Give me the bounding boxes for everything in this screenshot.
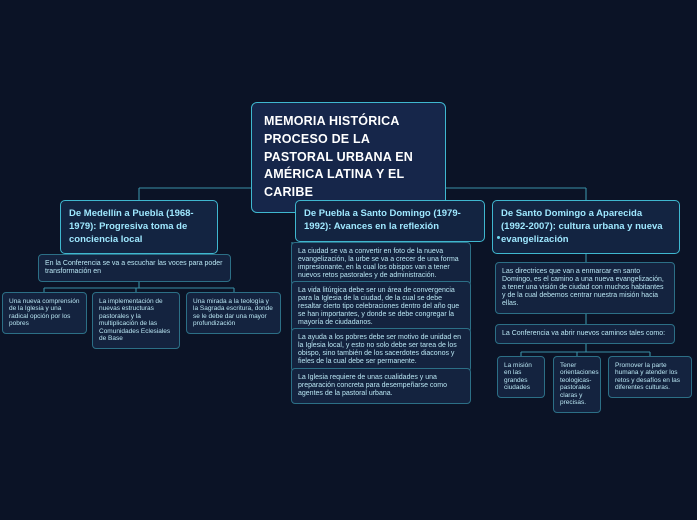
node-mision-ciudades[interactable]: La misión en las grandes ciudades — [497, 356, 545, 398]
node-promover-parte-humana[interactable]: Promover la parte humana y atender los retos y desafíos en las diferentes culturas. — [608, 356, 692, 398]
node-mirada-teologia[interactable]: Una mirada a la teología y la Sagrada escritura, donde se le debe dar una mayor profundización — [186, 292, 281, 334]
node-ayuda-pobres[interactable]: La ayuda a los pobres debe ser motivo de unidad en la Iglesia local, y esto no solo debe ser tarea de los obispo, sino también de los sacerdotes diaconos y fieles de la cual debe ser permanente. — [291, 328, 471, 372]
node-orientaciones-teologicas[interactable]: Tener orientaciones teologicas-pastorales claras y precisas. — [553, 356, 601, 413]
branch-title-medellin-puebla[interactable]: De Medellín a Puebla (1968-1979): Progresiva toma de conciencia local — [60, 200, 218, 254]
node-vida-liturgica[interactable]: La vida litúrgica debe ser un área de convergencia para la Iglesia de la ciudad, de la cual se debe resaltar cierto tipo celebraciones dentro del año que se han importantes, y donde se debe congregar la mayoría de ciudadanos. — [291, 281, 471, 333]
node-implementacion-estructuras[interactable]: La implementación de nuevas estructuras pastorales y la multiplicación de las Comunidades Eclesiales de Base — [92, 292, 180, 349]
node-nuevos-caminos[interactable]: La Conferencia va abrir nuevos caminos tales como: — [495, 324, 675, 344]
node-directrices-santodomingo[interactable]: Las directrices que van a enmarcar en santo Domingo, es el camino a una nueva evangelización, a tener una visión de ciudad con muchos habitantes y de la cual debemos centrar nuestra misión hacia ellas. — [495, 262, 675, 314]
branch-title-puebla-santodomingo[interactable]: De Puebla a Santo Domingo (1979-1992): Avances en la reflexión — [295, 200, 485, 242]
node-voces-pobres[interactable]: En la Conferencia se va a escuchar las voces para poder transformación en — [38, 254, 231, 282]
root-node[interactable]: MEMORIA HISTÓRICA PROCESO DE LA PASTORAL URBANA EN AMÉRICA LATINA Y EL CARIBE — [251, 102, 446, 213]
branch-title-santodomingo-aparecida[interactable]: De Santo Domingo a Aparecida (1992-2007): cultura urbana y nueva evangelización — [492, 200, 680, 254]
bullet-dot — [497, 236, 500, 239]
node-ciudad-foto[interactable]: La ciudad se va a convertir en foto de la nueva evangelización, la urbe se va a crecer de una forma impresionante, en la cual los obispos van a tener nuevos retos pastorales y de administración. — [291, 242, 471, 286]
node-nueva-comprension[interactable]: Una nueva comprensión de la Iglesia y una radical opción por los pobres — [2, 292, 87, 334]
node-iglesia-cualidades[interactable]: La Iglesia requiere de unas cualidades y una preparación concreta para desempeñarse como agentes de la pastoral urbana. — [291, 368, 471, 404]
